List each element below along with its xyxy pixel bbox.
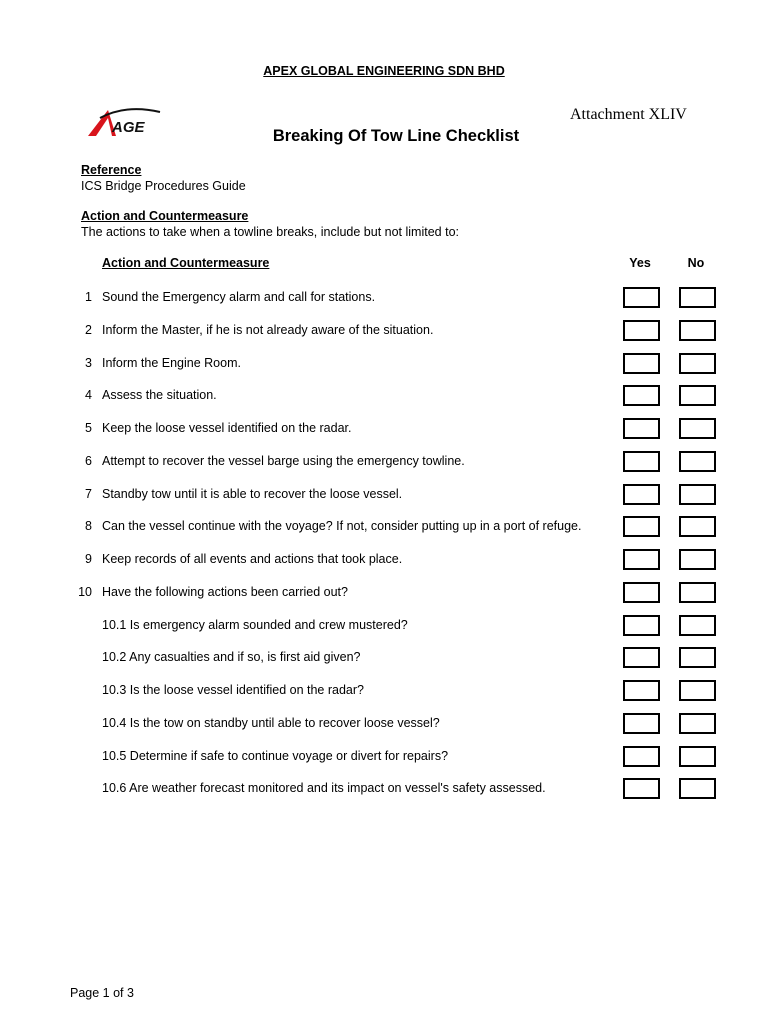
row-text: Have the following actions been carried out? bbox=[102, 585, 348, 599]
checklist-row bbox=[0, 680, 768, 702]
checklist-row bbox=[0, 778, 768, 800]
yes-checkbox[interactable] bbox=[623, 484, 660, 505]
row-text: 10.4 Is the tow on standby until able to recover loose vessel? bbox=[102, 716, 440, 730]
no-checkbox[interactable] bbox=[679, 353, 716, 374]
checklist-row bbox=[0, 713, 768, 735]
checklist-row bbox=[0, 516, 768, 538]
row-number: 4 bbox=[85, 388, 92, 402]
row-number: 8 bbox=[85, 519, 92, 533]
action-intro: The actions to take when a towline breaks, include but not limited to: bbox=[81, 225, 459, 239]
row-text: Standby tow until it is able to recover the loose vessel. bbox=[102, 487, 403, 501]
yes-checkbox[interactable] bbox=[623, 713, 660, 734]
row-number: 3 bbox=[85, 356, 92, 370]
yes-checkbox[interactable] bbox=[623, 320, 660, 341]
checklist-row bbox=[0, 615, 768, 637]
no-checkbox[interactable] bbox=[679, 385, 716, 406]
row-number: 1 bbox=[85, 290, 92, 304]
no-checkbox[interactable] bbox=[679, 418, 716, 439]
row-text: Sound the Emergency alarm and call for stations. bbox=[102, 290, 376, 304]
checklist-row bbox=[0, 647, 768, 669]
row-text: Inform the Engine Room. bbox=[102, 356, 241, 370]
no-checkbox[interactable] bbox=[679, 451, 716, 472]
yes-checkbox[interactable] bbox=[623, 385, 660, 406]
page-title: Breaking Of Tow Line Checklist bbox=[272, 127, 520, 145]
table-column-heading: Action and Countermeasure bbox=[102, 256, 270, 270]
attachment-label: Attachment XLIV bbox=[570, 106, 687, 123]
company-name: APEX GLOBAL ENGINEERING SDN BHD bbox=[263, 64, 505, 78]
no-checkbox[interactable] bbox=[679, 647, 716, 668]
no-checkbox[interactable] bbox=[679, 549, 716, 570]
yes-checkbox[interactable] bbox=[623, 680, 660, 701]
yes-checkbox[interactable] bbox=[623, 582, 660, 603]
no-checkbox[interactable] bbox=[679, 615, 716, 636]
checklist-row bbox=[0, 451, 768, 473]
yes-checkbox[interactable] bbox=[623, 516, 660, 537]
no-checkbox[interactable] bbox=[679, 582, 716, 603]
yes-checkbox[interactable] bbox=[623, 418, 660, 439]
yes-checkbox[interactable] bbox=[623, 615, 660, 636]
checklist-row bbox=[0, 746, 768, 768]
action-heading: Action and Countermeasure bbox=[81, 209, 249, 223]
no-checkbox[interactable] bbox=[679, 778, 716, 799]
row-text: 10.1 Is emergency alarm sounded and crew mustered? bbox=[102, 618, 408, 632]
checklist-row bbox=[0, 582, 768, 604]
yes-checkbox[interactable] bbox=[623, 778, 660, 799]
row-number: 9 bbox=[85, 552, 92, 566]
no-checkbox[interactable] bbox=[679, 746, 716, 767]
row-text: Attempt to recover the vessel barge using the emergency towline. bbox=[102, 454, 465, 468]
row-number: 6 bbox=[85, 454, 92, 468]
logo-text: AGE bbox=[112, 119, 145, 136]
page-number: Page 1 of 3 bbox=[70, 986, 134, 1000]
row-number: 10 bbox=[78, 585, 92, 599]
yes-checkbox[interactable] bbox=[623, 287, 660, 308]
row-text: 10.5 Determine if safe to continue voyage or divert for repairs? bbox=[102, 749, 449, 763]
no-checkbox[interactable] bbox=[679, 287, 716, 308]
yes-checkbox[interactable] bbox=[623, 549, 660, 570]
row-text: 10.3 Is the loose vessel identified on the radar? bbox=[102, 683, 364, 697]
checklist-row bbox=[0, 484, 768, 506]
checklist-row bbox=[0, 320, 768, 342]
checklist-row bbox=[0, 287, 768, 309]
yes-column-heading: Yes bbox=[629, 256, 651, 270]
yes-checkbox[interactable] bbox=[623, 746, 660, 767]
no-checkbox[interactable] bbox=[679, 516, 716, 537]
row-text: Inform the Master, if he is not already aware of the situation. bbox=[102, 323, 434, 337]
reference-text: ICS Bridge Procedures Guide bbox=[81, 179, 246, 193]
yes-checkbox[interactable] bbox=[623, 647, 660, 668]
row-number: 2 bbox=[85, 323, 92, 337]
row-text: Can the vessel continue with the voyage? If not, consider putting up in a port of refuge. bbox=[102, 519, 582, 533]
checklist-row bbox=[0, 353, 768, 375]
row-number: 7 bbox=[85, 487, 92, 501]
yes-checkbox[interactable] bbox=[623, 451, 660, 472]
no-column-heading: No bbox=[687, 256, 705, 270]
row-text: 10.2 Any casualties and if so, is first aid given? bbox=[102, 650, 361, 664]
row-text: Keep the loose vessel identified on the radar. bbox=[102, 421, 352, 435]
checklist-row bbox=[0, 418, 768, 440]
reference-heading: Reference bbox=[81, 163, 142, 177]
row-text: Keep records of all events and actions that took place. bbox=[102, 552, 403, 566]
no-checkbox[interactable] bbox=[679, 320, 716, 341]
row-text: Assess the situation. bbox=[102, 388, 217, 402]
yes-checkbox[interactable] bbox=[623, 353, 660, 374]
checklist-row bbox=[0, 385, 768, 407]
row-text: 10.6 Are weather forecast monitored and its impact on vessel's safety assessed. bbox=[102, 781, 546, 795]
no-checkbox[interactable] bbox=[679, 680, 716, 701]
checklist-row bbox=[0, 549, 768, 571]
row-number: 5 bbox=[85, 421, 92, 435]
no-checkbox[interactable] bbox=[679, 484, 716, 505]
no-checkbox[interactable] bbox=[679, 713, 716, 734]
